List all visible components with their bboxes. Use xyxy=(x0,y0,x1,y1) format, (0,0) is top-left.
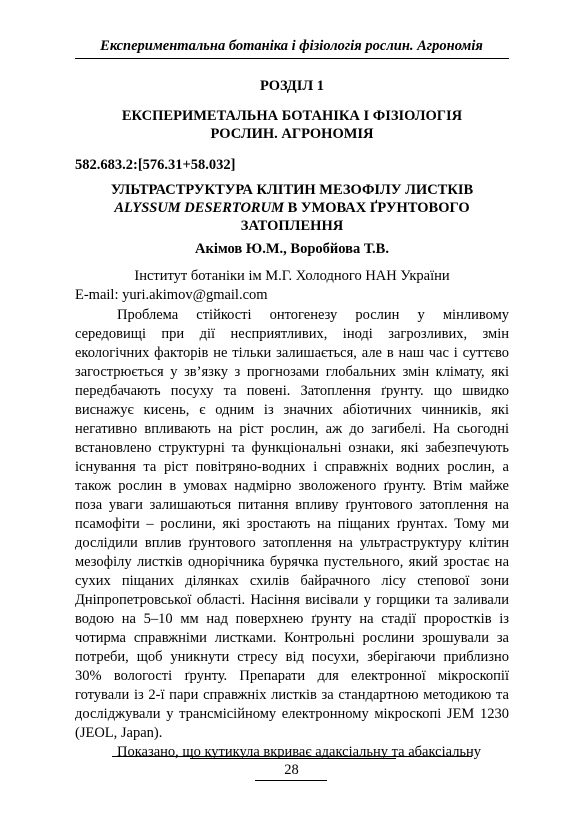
email: E-mail: yuri.akimov@gmail.com xyxy=(75,287,268,303)
header-rule xyxy=(75,58,509,59)
footer-rule-inner xyxy=(190,758,396,759)
footer-rule xyxy=(112,756,472,757)
paragraph: Показано, що кутикула вкриває адаксіальну та абаксіальну xyxy=(117,744,482,760)
section-title xyxy=(75,107,509,143)
article-title-line1: УЛЬТРАСТРУКТУРА КЛІТИН МЕЗОФІЛУ ЛИСТКІВ xyxy=(110,182,474,198)
article-title-line2-rest: В УМОВАХ ҐРУНТОВОГО xyxy=(283,200,470,216)
running-header: Експериментальна ботаніка і фізіологія рослин. Агрономія xyxy=(100,38,483,54)
affiliation: Інститут ботаніки ім М.Г. Холодного НАН України xyxy=(134,268,450,284)
section-title-line2: РОСЛИН. АГРОНОМІЯ xyxy=(210,126,374,142)
article-title-line3: ЗАТОПЛЕННЯ xyxy=(240,218,344,234)
page-number-underline xyxy=(255,780,327,781)
section-number: РОЗДІЛ 1 xyxy=(259,78,325,94)
udc-code: 582.683.2:[576.31+58.032] xyxy=(75,157,236,173)
authors: Акімов Ю.М., Воробйова Т.В. xyxy=(195,241,389,257)
species-name: ALYSSUM DESERTORUM xyxy=(114,200,284,216)
article-title-line2 xyxy=(75,199,509,217)
abstract-body xyxy=(75,306,509,762)
article-title xyxy=(75,181,509,235)
page-number: 28 xyxy=(284,762,299,778)
section-title-line1: ЕКСПЕРИМЕТАЛЬНА БОТАНІКА І ФІЗІОЛОГІЯ xyxy=(121,108,463,124)
paragraph: Проблема стійкості онтогенезу рослин у мінливому середовищі при дії несприятливих, іноді загрозливих, змін екологічних факторів не тільки залишається, але в наш час і суттєво загострюється у зв’язку з прогнозами глобальних змін клімату, які передбачають посуху та повені. Затоплення ґрунту. що швидко виснажує кисень, є одним із значних абіотичних чинників, які негативно впливають на ріст рослин, аж до загибелі. На сьогодні встановлено структурні та функціональні ознаки, які забезпечують існування та ріст повітряно-водних і справжніх водних рослин, а також рослин в умовах надмірно зволоженого ґрунту. Втім майже поза уваги залишаються питання впливу ґрунтового затоплення на псамофіти – рослини, які зростають на піщаних ґрунтах. Тому ми дослідили вплив ґрунтового затоплення на ультраструктуру клітин мезофілу листків однорічника бурячка пустельного, який зростає на сухих піщаних ділянках схилів байрачного лісу степової зони Дніпропетровської області. Насіння висівали у горщики та заливали водою на 5–10 мм над поверхнею ґрунту на стадії проростків із чотирма справжніми листками. Контрольні рослини зрошували за потреби, щоб уникнути стресу від посухи, зберігаючи приблизно 30% вологості ґрунту. Препарати для електронної мікроскопії готували із 2-ї пари справжніх листків за стандартною методикою та досліджували у трансмісійному електронному мікроскопі JEM 1230 (JEOL, Japan). xyxy=(75,307,509,741)
